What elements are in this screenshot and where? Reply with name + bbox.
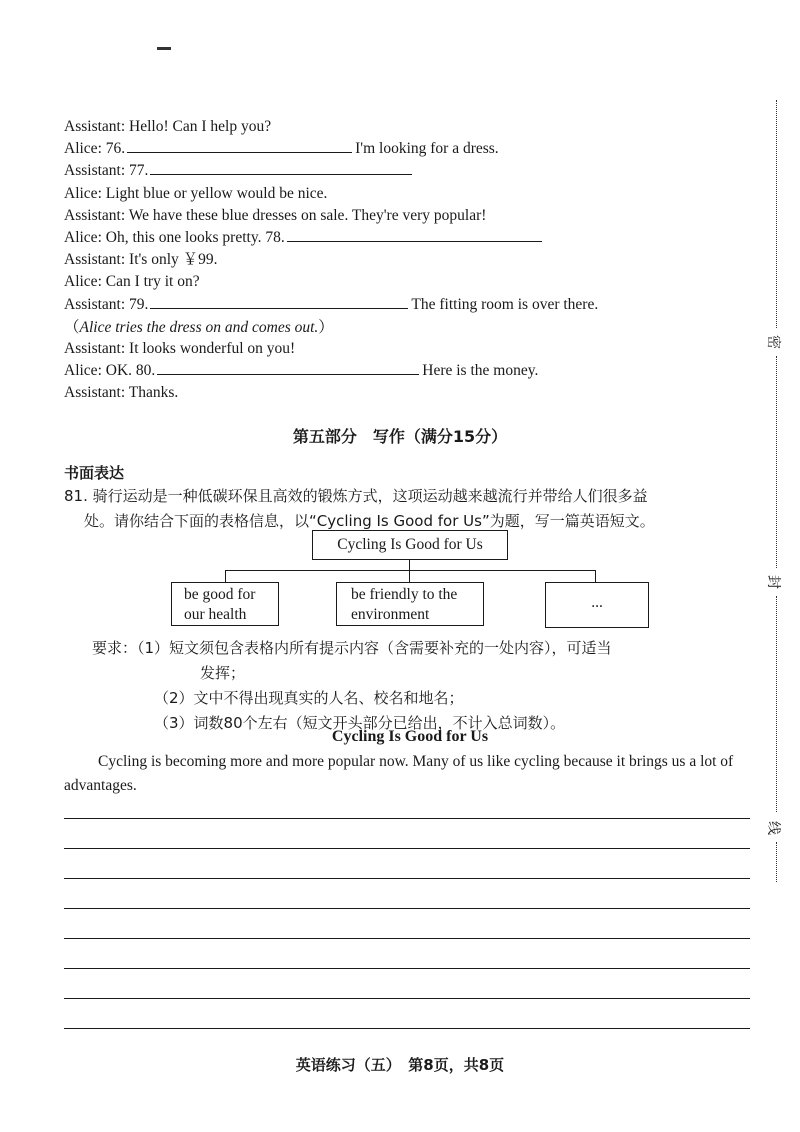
speaker: Assistant:: [64, 118, 126, 135]
requirements: [92, 636, 752, 736]
answer-blank-79[interactable]: [150, 294, 408, 309]
dialogue-section: [64, 116, 754, 404]
speaker: Assistant:: [64, 251, 126, 269]
line-text: Can I try it on?: [105, 273, 200, 291]
diagram-root-box: Cycling Is Good for Us: [312, 530, 508, 560]
dialogue-line: [64, 183, 754, 205]
essay-opening: Cycling is becoming more and more popular now. Many of us like cycling because it brings us a lot of advantages.: [64, 753, 734, 794]
box-text: be friendly to the: [351, 586, 458, 603]
stage-direction: （Alice tries the dress on and comes out.）: [64, 317, 334, 336]
box-text: environment: [351, 606, 430, 623]
line-text: It looks wonderful on you!: [129, 339, 296, 357]
dialogue-line: [64, 360, 754, 382]
question-number: 77.: [129, 162, 149, 180]
dialogue-line: [64, 160, 754, 182]
writing-line[interactable]: [64, 848, 750, 849]
line-text: Thanks.: [128, 384, 179, 402]
dialogue-line: [64, 271, 754, 293]
requirement-text: （1）短文须包含表格内所有提示内容（含需要补充的一处内容），可适当: [137, 639, 612, 657]
dialogue-line: [64, 338, 754, 360]
stage-direction-text: Alice tries the dress on and comes out.: [79, 318, 319, 336]
question-number: 79.: [129, 295, 149, 313]
requirement-1: [92, 636, 752, 661]
line-text: Here is the money.: [422, 362, 539, 380]
speaker: Assistant:: [64, 384, 126, 402]
question-number: OK. 80.: [105, 362, 156, 380]
binding-dotted-line: [776, 596, 777, 812]
speaker: Assistant:: [64, 206, 126, 224]
binding-char-xian: 线: [765, 821, 781, 835]
diagram-box-environment: [336, 582, 484, 626]
connector-line: [225, 570, 596, 571]
writing-line[interactable]: [64, 818, 750, 819]
line-text: The fitting room is over there.: [411, 295, 599, 313]
writing-line[interactable]: [64, 1028, 750, 1029]
dialogue-line: [64, 249, 754, 271]
requirement-1-cont: 发挥；: [200, 664, 246, 682]
diagram-box-blank: ...: [545, 582, 649, 628]
corner-mark: [157, 47, 171, 50]
question-number: 76.: [105, 140, 126, 158]
binding-char-mi: 密: [765, 335, 781, 349]
binding-dotted-line: [776, 100, 777, 328]
speaker: Alice:: [64, 228, 102, 246]
answer-blank-76[interactable]: [127, 138, 352, 153]
speaker: Alice:: [64, 140, 102, 158]
line-text: I'm looking for a dress.: [355, 140, 499, 158]
dialogue-line: [64, 227, 754, 249]
line-text: Oh, this one looks pretty. 78.: [105, 228, 285, 246]
dialogue-line: [64, 294, 754, 316]
dialogue-line: [64, 382, 754, 404]
connector-line: [595, 570, 596, 582]
line-text: Light blue or yellow would be nice.: [105, 184, 328, 202]
binding-dotted-line: [776, 356, 777, 568]
writing-line[interactable]: [64, 998, 750, 999]
line-text: It's only ￥99.: [129, 251, 218, 269]
speaker: Assistant:: [64, 162, 126, 180]
connector-line: [225, 570, 226, 582]
dialogue-line: [64, 205, 754, 227]
dialogue-line: [64, 116, 754, 138]
dialogue-line: [64, 138, 754, 160]
writing-line[interactable]: [64, 878, 750, 879]
task-line-1: 81. 骑行运动是一种低碳环保且高效的锻炼方式，这项运动越来越流行并带给人们很多益: [64, 487, 648, 505]
section-title: 第五部分 写作（满分15分）: [292, 427, 508, 446]
requirement-3: （3）词数80个左右（短文开头部分已给出，不计入总词数）。: [154, 714, 566, 732]
line-text: Hello! Can I help you?: [129, 118, 272, 135]
speaker: Alice:: [64, 273, 102, 291]
requirements-label: 要求：: [92, 639, 138, 657]
speaker: Alice:: [64, 184, 102, 202]
subhead: 书面表达: [64, 464, 125, 482]
task-line-2: 处。请你结合下面的表格信息，以“Cycling Is Good for Us”为题，写一篇英语短文。: [84, 512, 655, 530]
box-text: be good for: [184, 586, 256, 603]
connector-line: [409, 570, 410, 582]
writing-line[interactable]: [64, 908, 750, 909]
speaker: Alice:: [64, 362, 102, 380]
page-footer: 英语练习（五） 第8页，共8页: [295, 1056, 505, 1074]
writing-line[interactable]: [64, 938, 750, 939]
speaker: Assistant:: [64, 295, 126, 313]
binding-char-feng: 封: [765, 575, 781, 589]
line-text: We have these blue dresses on sale. They're very popular!: [128, 206, 487, 224]
writing-line[interactable]: [64, 968, 750, 969]
speaker: Assistant:: [64, 339, 126, 357]
requirement-2: （2）文中不得出现真实的人名、校名和地名；: [154, 689, 464, 707]
essay-title: Cycling Is Good for Us: [331, 728, 489, 745]
diagram-box-health: [171, 582, 279, 626]
answer-blank-80[interactable]: [157, 360, 419, 375]
box-text: our health: [184, 606, 247, 623]
binding-dotted-line: [776, 842, 777, 882]
task-instructions: [64, 484, 754, 534]
answer-blank-78[interactable]: [287, 227, 542, 242]
answer-blank-77[interactable]: [150, 160, 412, 175]
